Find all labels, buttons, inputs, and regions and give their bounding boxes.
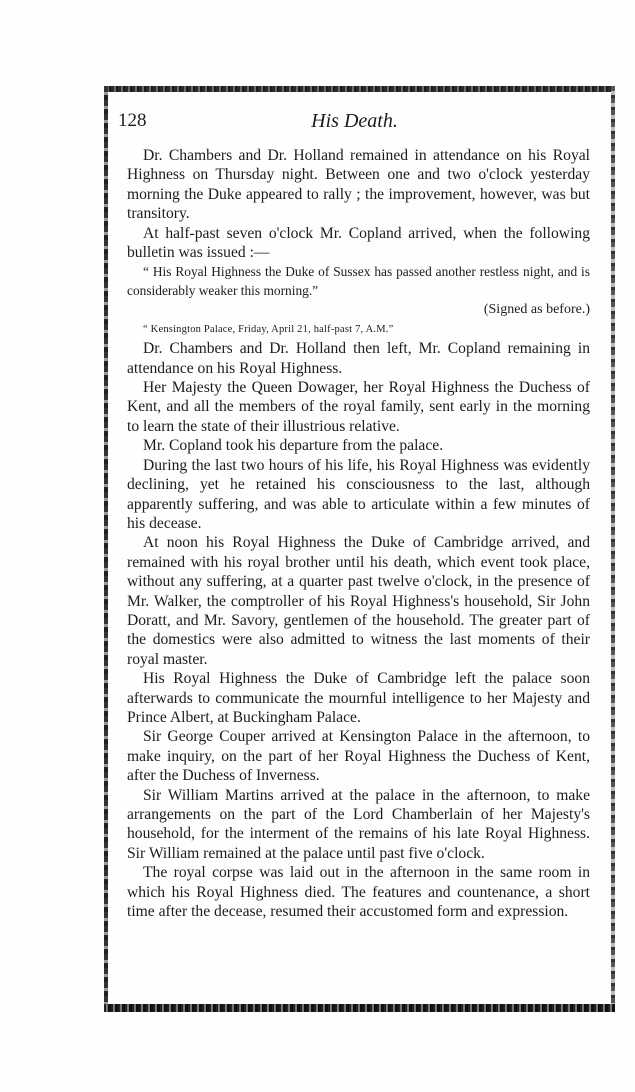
paragraph: His Royal Highness the Duke of Cambridge left the palace soon afterwards to communicate the mournful intelligence to her Majesty and Prince Albert, at Buckingham Palace. xyxy=(127,670,590,726)
paragraph: At half-past seven o'clock Mr. Copland arrived, when the following bulletin was issued :— xyxy=(127,224,590,262)
decorative-right-rule xyxy=(611,86,615,1012)
bulletin-signature: (Signed as before.) xyxy=(483,302,590,318)
bulletin-dateline: “ Kensington Palace, Friday, April 21, half-past 7, A.M.” xyxy=(143,323,394,335)
decorative-top-rule xyxy=(104,86,615,92)
bulletin-quote: “ His Royal Highness the Duke of Sussex has passed another restless night, and is considerably weaker this morning.” xyxy=(127,264,590,299)
paragraph: Dr. Chambers and Dr. Holland remained in attendance on his Royal Highness on Thursday night. Between one and two o'clock yesterday morning the Duke appeared to rally ; the improvement, however, was but transitory. xyxy=(127,147,590,223)
page-frame xyxy=(104,86,615,1012)
running-title: His Death. xyxy=(311,110,398,132)
paragraph: During the last two hours of his life, his Royal Highness was evidently declining, yet he retained his consciousness to the last, although apparently suffering, and was able to articulate within a few minutes of his decease. xyxy=(127,456,590,532)
decorative-bottom-rule xyxy=(104,1004,615,1012)
running-header xyxy=(118,110,591,136)
paragraph: At noon his Royal Highness the Duke of Cambridge arrived, and remained with his royal brother until his death, which event took place, without any suffering, at a quarter past twelve o'clock, in the presence of Mr. Walker, the comptroller of his Royal Highness's household, Sir John Doratt, and Mr. Savory, gentlemen of the household. The greater part of the domestics were also admitted to witness the last moments of their royal master. xyxy=(127,534,590,668)
paragraph: Her Majesty the Queen Dowager, her Royal Highness the Duchess of Kent, and all the members of the royal family, sent early in the morning to learn the state of their illustrious relative. xyxy=(127,379,590,435)
paragraph: Dr. Chambers and Dr. Holland then left, Mr. Copland remaining in attendance on his Royal Highness. xyxy=(127,340,590,377)
decorative-left-rule xyxy=(104,86,108,1012)
page-number: 128 xyxy=(118,110,147,131)
body-text xyxy=(127,146,590,921)
paragraph: Sir William Martins arrived at the palace in the afternoon, to make arrangements on the part of the Lord Chamberlain of her Majesty's household, for the interment of the remains of his late Royal Highness. Sir William remained at the palace until past five o'clock. xyxy=(127,786,590,862)
paragraph: The royal corpse was laid out in the afternoon in the same room in which his Royal Highness died. The features and countenance, a short time after the decease, resumed their accustomed form and expression. xyxy=(127,864,590,921)
paragraph: Sir George Couper arrived at Kensington Palace in the afternoon, to make inquiry, on the part of her Royal Highness the Duchess of Kent, after the Duchess of Inverness. xyxy=(127,728,590,785)
paragraph: Mr. Copland took his departure from the palace. xyxy=(143,437,444,455)
